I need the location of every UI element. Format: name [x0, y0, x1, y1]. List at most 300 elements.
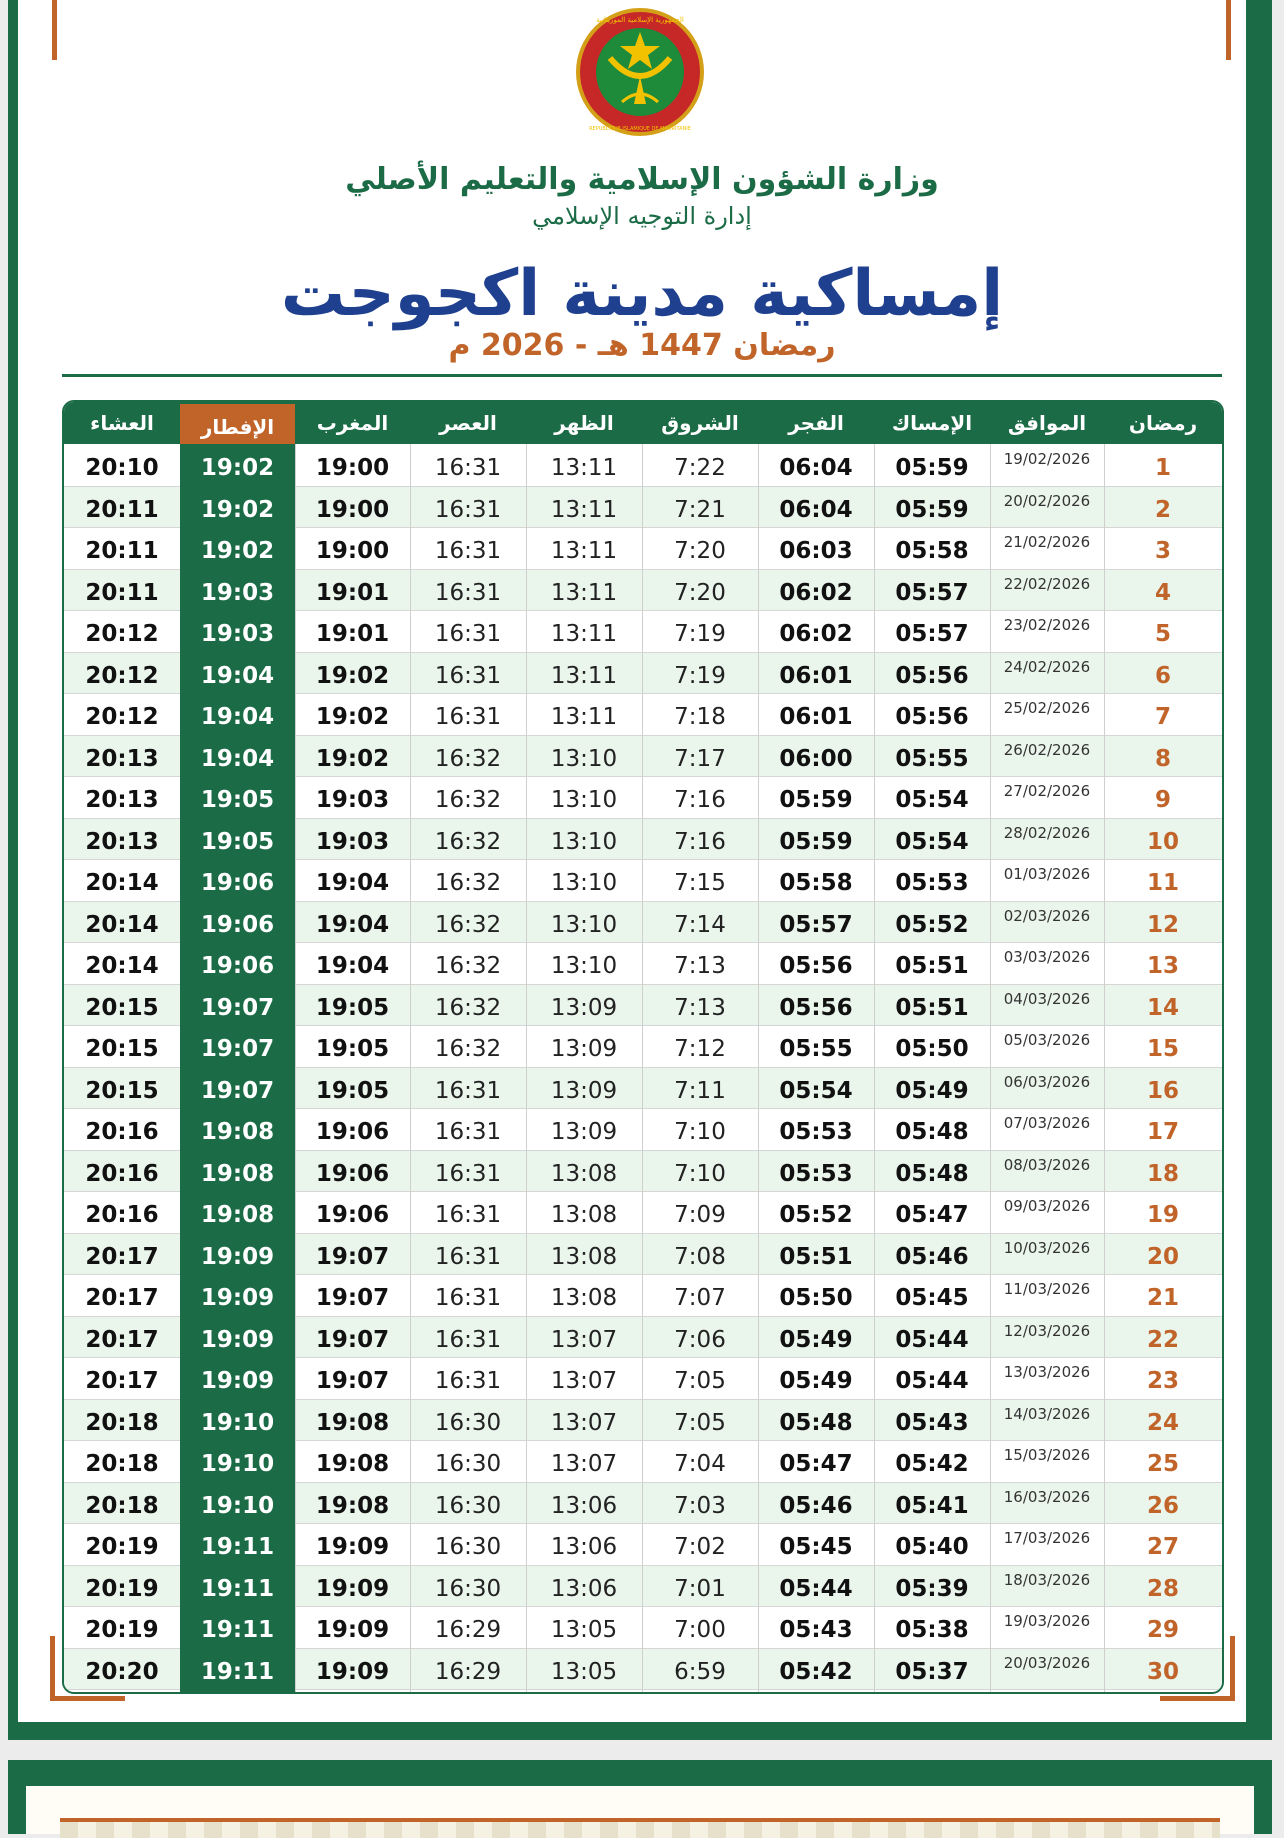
cell-imsak: 05:45	[895, 1285, 969, 1311]
table-row	[64, 1191, 1222, 1233]
cell-imsak: 05:39	[895, 1575, 969, 1602]
cell-isha: 20:18	[85, 1492, 159, 1519]
column-header-imsak: الإمساك	[891, 411, 973, 435]
cell-maghrib: 19:08	[315, 1492, 390, 1519]
cell-isha: 20:15	[85, 1077, 159, 1104]
next-page-ornament	[60, 1818, 1220, 1838]
cell-iftar: 19:11	[200, 1617, 275, 1643]
table-row	[64, 1523, 1222, 1565]
cell-isha: 20:17	[85, 1326, 159, 1353]
cell-dhuhr: 13:05	[550, 1658, 618, 1685]
cell-imsak: 05:37	[895, 1658, 969, 1685]
cell-asr: 16:31	[434, 1326, 502, 1353]
cell-day: 2	[1154, 496, 1171, 523]
cell-fajr: 06:02	[779, 621, 853, 647]
cell-asr: 16:29	[434, 1617, 502, 1643]
cell-shuruq: 7:00	[674, 1617, 726, 1643]
cell-date: 26/02/2026	[1003, 740, 1091, 759]
cell-dhuhr: 13:09	[550, 1077, 618, 1104]
cell-imsak: 05:51	[895, 994, 969, 1021]
cell-shuruq: 7:21	[674, 496, 726, 523]
cell-asr: 16:30	[434, 1409, 502, 1436]
cell-asr: 16:31	[434, 1202, 502, 1228]
cell-maghrib: 19:04	[315, 870, 390, 896]
table-row	[64, 569, 1222, 611]
cell-day: 25	[1146, 1451, 1179, 1477]
cell-dhuhr: 13:06	[550, 1534, 618, 1560]
cell-fajr: 05:53	[779, 1119, 853, 1145]
cell-dhuhr: 13:10	[550, 953, 618, 979]
cell-asr: 16:30	[434, 1534, 502, 1560]
cell-imsak: 05:50	[895, 1036, 969, 1062]
cell-fajr: 05:56	[779, 953, 853, 979]
cell-day: 23	[1146, 1368, 1179, 1394]
table-row	[64, 610, 1222, 652]
cell-isha: 20:16	[85, 1160, 159, 1187]
cell-shuruq: 7:10	[674, 1160, 726, 1187]
cell-iftar: 19:03	[200, 579, 275, 606]
table-row	[64, 1067, 1222, 1109]
cell-isha: 20:18	[85, 1451, 159, 1477]
column-header-dhuhr: الظهر	[554, 411, 614, 435]
cell-fajr: 06:04	[779, 496, 853, 523]
cell-date: 09/03/2026	[1003, 1197, 1091, 1215]
cell-shuruq: 7:19	[674, 662, 726, 689]
table-row	[64, 942, 1222, 984]
cell-imsak: 05:55	[895, 745, 969, 772]
cell-date: 07/03/2026	[1003, 1114, 1091, 1132]
cell-date: 03/03/2026	[1003, 948, 1091, 966]
cell-day: 14	[1146, 994, 1179, 1021]
cell-date: 24/02/2026	[1003, 657, 1091, 676]
cell-date: 11/03/2026	[1003, 1280, 1091, 1298]
cell-isha: 20:13	[85, 828, 159, 855]
cell-shuruq: 7:15	[674, 870, 726, 896]
cell-imsak: 05:59	[895, 496, 969, 523]
table-row	[64, 1316, 1222, 1358]
cell-asr: 16:31	[434, 1160, 502, 1187]
column-header-date: الموافق	[1007, 411, 1087, 435]
cell-maghrib: 19:01	[315, 621, 390, 647]
cell-iftar: 19:08	[200, 1160, 275, 1187]
cell-maghrib: 19:00	[315, 496, 390, 523]
ministry-name: وزارة الشؤون الإسلامية والتعليم الأصلي	[345, 162, 939, 197]
cell-fajr: 05:49	[779, 1326, 853, 1353]
cell-date: 14/03/2026	[1003, 1404, 1091, 1423]
cell-iftar: 19:02	[200, 538, 275, 564]
cell-maghrib: 19:09	[315, 1658, 390, 1685]
cell-imsak: 05:48	[895, 1160, 969, 1187]
cell-imsak: 05:54	[895, 828, 969, 855]
seal-text-bottom: REPUBLIQUE ISLAMIQUE DE MAURITANIE	[589, 126, 691, 132]
cell-isha: 20:12	[85, 621, 159, 647]
cell-iftar: 19:11	[200, 1575, 275, 1602]
cell-date: 19/03/2026	[1003, 1612, 1091, 1630]
cell-imsak: 05:40	[895, 1534, 969, 1560]
cell-fajr: 06:00	[779, 745, 853, 772]
cell-date: 15/03/2026	[1003, 1446, 1091, 1464]
cell-dhuhr: 13:10	[550, 828, 618, 855]
cell-fajr: 05:53	[779, 1160, 853, 1187]
cell-isha: 20:11	[85, 579, 159, 606]
cell-imsak: 05:44	[895, 1368, 969, 1394]
cell-imsak: 05:51	[895, 953, 969, 979]
cell-asr: 16:31	[434, 1243, 502, 1270]
cell-date: 02/03/2026	[1003, 906, 1091, 925]
cell-date: 01/03/2026	[1003, 865, 1091, 883]
cell-iftar: 19:07	[200, 994, 275, 1021]
cell-imsak: 05:57	[895, 579, 969, 606]
cell-asr: 16:30	[434, 1575, 502, 1602]
table-row	[64, 984, 1222, 1026]
cell-maghrib: 19:07	[315, 1368, 390, 1394]
cell-maghrib: 19:00	[315, 455, 390, 481]
column-header-fajr: الفجر	[788, 411, 844, 435]
cell-dhuhr: 13:09	[550, 994, 618, 1021]
cell-dhuhr: 13:07	[550, 1451, 618, 1477]
cell-iftar: 19:02	[200, 496, 275, 523]
cell-asr: 16:31	[434, 496, 502, 523]
cell-imsak: 05:44	[895, 1326, 969, 1353]
cell-iftar: 19:09	[200, 1368, 275, 1394]
cell-dhuhr: 13:07	[550, 1326, 618, 1353]
cell-fajr: 05:43	[779, 1617, 853, 1643]
header-divider	[62, 374, 1222, 377]
cell-imsak: 05:38	[895, 1617, 969, 1643]
table-row	[64, 693, 1222, 735]
cell-iftar: 19:04	[200, 745, 275, 772]
cell-shuruq: 7:20	[674, 538, 726, 564]
cell-isha: 20:18	[85, 1409, 159, 1436]
cell-maghrib: 19:03	[315, 787, 390, 813]
cell-isha: 20:11	[85, 496, 159, 523]
cell-fajr: 05:50	[779, 1285, 853, 1311]
cell-iftar: 19:10	[200, 1451, 275, 1477]
cell-imsak: 05:53	[895, 870, 969, 896]
cell-shuruq: 7:14	[674, 911, 726, 938]
cell-asr: 16:31	[434, 1119, 502, 1145]
cell-imsak: 05:56	[895, 704, 969, 730]
cell-isha: 20:13	[85, 745, 159, 772]
cell-imsak: 05:42	[895, 1451, 969, 1477]
cell-iftar: 19:09	[200, 1243, 275, 1270]
cell-asr: 16:29	[434, 1658, 502, 1685]
cell-fajr: 05:56	[779, 994, 853, 1021]
cell-asr: 16:31	[434, 455, 502, 481]
cell-day: 7	[1154, 704, 1171, 730]
cell-isha: 20:12	[85, 704, 159, 730]
cell-maghrib: 19:05	[315, 994, 390, 1021]
cell-imsak: 05:47	[895, 1202, 969, 1228]
cell-fajr: 05:59	[779, 828, 853, 855]
corner-ornament-top-left	[52, 0, 121, 60]
cell-isha: 20:16	[85, 1202, 159, 1228]
cell-shuruq: 7:13	[674, 994, 726, 1021]
cell-asr: 16:30	[434, 1451, 502, 1477]
cell-shuruq: 7:20	[674, 579, 726, 606]
cell-iftar: 19:06	[200, 911, 275, 938]
table-row	[64, 901, 1222, 943]
table-row	[64, 1108, 1222, 1150]
cell-date: 27/02/2026	[1003, 782, 1091, 800]
cell-shuruq: 7:06	[674, 1326, 726, 1353]
cell-maghrib: 19:05	[315, 1036, 390, 1062]
cell-maghrib: 19:01	[315, 579, 390, 606]
table-row	[64, 735, 1222, 777]
cell-isha: 20:16	[85, 1119, 159, 1145]
cell-isha: 20:10	[85, 455, 159, 481]
cell-isha: 20:17	[85, 1243, 159, 1270]
table-row	[64, 444, 1222, 486]
cell-fajr: 05:45	[779, 1534, 853, 1560]
table-row	[64, 527, 1222, 569]
cell-date: 05/03/2026	[1003, 1031, 1091, 1049]
cell-imsak: 05:43	[895, 1409, 969, 1436]
cell-shuruq: 7:16	[674, 828, 726, 855]
table-row	[64, 1233, 1222, 1275]
column-header-iftar: الإفطار	[180, 404, 295, 450]
cell-date: 21/02/2026	[1003, 533, 1091, 551]
cell-iftar: 19:07	[200, 1036, 275, 1062]
cell-date: 13/03/2026	[1003, 1363, 1091, 1381]
cell-iftar: 19:06	[200, 870, 275, 896]
cell-dhuhr: 13:11	[550, 455, 618, 481]
cell-maghrib: 19:07	[315, 1326, 390, 1353]
cell-date: 08/03/2026	[1003, 1155, 1091, 1174]
cell-iftar: 19:05	[200, 787, 275, 813]
column-header-maghrib: المغرب	[316, 411, 389, 435]
table-row	[64, 1606, 1222, 1648]
cell-asr: 16:32	[434, 870, 502, 896]
cell-fajr: 05:54	[779, 1077, 853, 1104]
cell-asr: 16:31	[434, 1368, 502, 1394]
cell-day: 22	[1146, 1326, 1179, 1353]
cell-day: 26	[1146, 1492, 1179, 1519]
prayer-times-table	[62, 400, 1224, 1694]
cell-date: 10/03/2026	[1003, 1238, 1091, 1257]
cell-dhuhr: 13:11	[550, 579, 618, 606]
cell-fajr: 05:59	[779, 787, 853, 813]
cell-dhuhr: 13:10	[550, 787, 618, 813]
cell-shuruq: 7:11	[674, 1077, 726, 1104]
cell-iftar: 19:08	[200, 1119, 275, 1145]
cell-day: 18	[1146, 1160, 1179, 1187]
cell-asr: 16:32	[434, 994, 502, 1021]
cell-dhuhr: 13:08	[550, 1243, 618, 1270]
cell-maghrib: 19:02	[315, 745, 390, 772]
cell-imsak: 05:48	[895, 1119, 969, 1145]
cell-asr: 16:30	[434, 1492, 502, 1519]
cell-day: 12	[1146, 911, 1179, 938]
cell-fajr: 05:44	[779, 1575, 853, 1602]
cell-date: 17/03/2026	[1003, 1529, 1091, 1547]
corner-ornament-top-right	[1226, 0, 1231, 60]
cell-day: 10	[1146, 828, 1179, 855]
cell-fajr: 05:55	[779, 1036, 853, 1062]
cell-asr: 16:32	[434, 911, 502, 938]
cell-dhuhr: 13:11	[550, 704, 618, 730]
column-header-ramadan: رمضان	[1128, 411, 1198, 435]
cell-shuruq: 7:07	[674, 1285, 726, 1311]
cell-dhuhr: 13:08	[550, 1160, 618, 1187]
cell-iftar: 19:04	[200, 704, 275, 730]
cell-date: 23/02/2026	[1003, 616, 1091, 634]
cell-dhuhr: 13:07	[550, 1409, 618, 1436]
cell-isha: 20:11	[85, 538, 159, 564]
cell-asr: 16:32	[434, 1036, 502, 1062]
cell-isha: 20:17	[85, 1368, 159, 1394]
cell-shuruq: 7:08	[674, 1243, 726, 1270]
cell-asr: 16:31	[434, 662, 502, 689]
cell-iftar: 19:02	[200, 455, 275, 481]
cell-isha: 20:14	[85, 870, 159, 896]
table-row	[64, 1274, 1222, 1316]
cell-shuruq: 7:18	[674, 704, 726, 730]
cell-dhuhr: 13:10	[550, 745, 618, 772]
cell-shuruq: 7:16	[674, 787, 726, 813]
cell-day: 28	[1146, 1575, 1179, 1602]
cell-dhuhr: 13:08	[550, 1202, 618, 1228]
cell-maghrib: 19:07	[315, 1285, 390, 1311]
cell-imsak: 05:56	[895, 662, 969, 689]
cell-dhuhr: 13:09	[550, 1036, 618, 1062]
cell-fajr: 06:02	[779, 579, 853, 606]
cell-day: 6	[1154, 662, 1171, 689]
cell-dhuhr: 13:11	[550, 621, 618, 647]
cell-shuruq: 7:13	[674, 953, 726, 979]
cell-fajr: 05:48	[779, 1409, 853, 1436]
cell-imsak: 05:49	[895, 1077, 969, 1104]
cell-shuruq: 7:02	[674, 1534, 726, 1560]
cell-day: 15	[1146, 1036, 1179, 1062]
cell-day: 27	[1146, 1534, 1179, 1560]
cell-date: 16/03/2026	[1003, 1487, 1091, 1506]
cell-day: 16	[1146, 1077, 1179, 1104]
cell-dhuhr: 13:06	[550, 1492, 618, 1519]
cell-date: 06/03/2026	[1003, 1072, 1091, 1091]
cell-maghrib: 19:04	[315, 953, 390, 979]
cell-maghrib: 19:09	[315, 1575, 390, 1602]
cell-iftar: 19:03	[200, 621, 275, 647]
cell-dhuhr: 13:11	[550, 496, 618, 523]
cell-fajr: 05:47	[779, 1451, 853, 1477]
cell-date: 19/02/2026	[1003, 450, 1091, 468]
cell-iftar: 19:07	[200, 1077, 275, 1104]
table-row	[64, 1565, 1222, 1607]
cell-day: 24	[1146, 1409, 1179, 1436]
column-header-isha: العشاء	[90, 411, 154, 435]
cell-day: 17	[1146, 1119, 1179, 1145]
cell-maghrib: 19:09	[315, 1534, 390, 1560]
cell-iftar: 19:04	[200, 662, 275, 689]
cell-maghrib: 19:06	[315, 1119, 390, 1145]
cell-fajr: 05:58	[779, 870, 853, 896]
cell-shuruq: 7:12	[674, 1036, 726, 1062]
cell-dhuhr: 13:10	[550, 911, 618, 938]
cell-day: 5	[1154, 621, 1171, 647]
cell-isha: 20:19	[85, 1534, 159, 1560]
cell-maghrib: 19:06	[315, 1202, 390, 1228]
cell-iftar: 19:09	[200, 1326, 275, 1353]
page-title: إمساكية مدينة اكجوجت	[280, 257, 1004, 331]
cell-dhuhr: 13:11	[550, 538, 618, 564]
cell-imsak: 05:52	[895, 911, 969, 938]
cell-shuruq: 7:05	[674, 1368, 726, 1394]
table-row	[64, 818, 1222, 860]
cell-shuruq: 7:03	[674, 1492, 726, 1519]
department-name: إدارة التوجيه الإسلامي	[532, 202, 752, 230]
cell-maghrib: 19:05	[315, 1077, 390, 1104]
table-row	[64, 1440, 1222, 1482]
cell-iftar: 19:10	[200, 1409, 275, 1436]
cell-iftar: 19:08	[200, 1202, 275, 1228]
table-header	[64, 402, 1222, 444]
cell-asr: 16:31	[434, 1077, 502, 1104]
cell-maghrib: 19:08	[315, 1409, 390, 1436]
cell-dhuhr: 13:10	[550, 870, 618, 896]
cell-iftar: 19:06	[200, 953, 275, 979]
cell-shuruq: 7:09	[674, 1202, 726, 1228]
cell-dhuhr: 13:05	[550, 1617, 618, 1643]
cell-asr: 16:31	[434, 1285, 502, 1311]
column-header-shuruq: الشروق	[661, 411, 739, 435]
cell-fajr: 05:51	[779, 1243, 853, 1270]
cell-maghrib: 19:08	[315, 1451, 390, 1477]
cell-asr: 16:32	[434, 828, 502, 855]
cell-maghrib: 19:02	[315, 704, 390, 730]
cell-isha: 20:15	[85, 994, 159, 1021]
table-row	[64, 1482, 1222, 1524]
table-row	[64, 652, 1222, 694]
cell-isha: 20:17	[85, 1285, 159, 1311]
table-row	[64, 1150, 1222, 1192]
page-subtitle: رمضان 1447 هـ - 2026 م	[448, 328, 836, 363]
cell-iftar: 19:10	[200, 1492, 275, 1519]
cell-shuruq: 7:01	[674, 1575, 726, 1602]
cell-dhuhr: 13:06	[550, 1575, 618, 1602]
cell-date: 20/03/2026	[1003, 1653, 1091, 1672]
table-row	[64, 859, 1222, 901]
cell-shuruq: 7:19	[674, 621, 726, 647]
cell-dhuhr: 13:08	[550, 1285, 618, 1311]
cell-isha: 20:12	[85, 662, 159, 689]
national-seal-icon	[574, 6, 706, 138]
cell-imsak: 05:46	[895, 1243, 969, 1270]
table-row	[64, 1357, 1222, 1399]
cell-date: 04/03/2026	[1003, 989, 1091, 1008]
column-header-asr: العصر	[439, 411, 497, 435]
cell-shuruq: 6:59	[674, 1658, 726, 1685]
cell-shuruq: 7:17	[674, 745, 726, 772]
cell-dhuhr: 13:11	[550, 662, 618, 689]
cell-dhuhr: 13:07	[550, 1368, 618, 1394]
cell-shuruq: 7:10	[674, 1119, 726, 1145]
cell-shuruq: 7:22	[674, 455, 726, 481]
cell-fajr: 05:49	[779, 1368, 853, 1394]
cell-maghrib: 19:00	[315, 538, 390, 564]
cell-imsak: 05:59	[895, 455, 969, 481]
cell-day: 19	[1146, 1202, 1179, 1228]
cell-fajr: 06:01	[779, 662, 853, 689]
cell-isha: 20:13	[85, 787, 159, 813]
cell-fajr: 06:04	[779, 455, 853, 481]
cell-day: 21	[1146, 1285, 1179, 1311]
cell-date: 28/02/2026	[1003, 823, 1091, 842]
cell-iftar: 19:09	[200, 1285, 275, 1311]
cell-shuruq: 7:05	[674, 1409, 726, 1436]
cell-fajr: 05:52	[779, 1202, 853, 1228]
cell-asr: 16:31	[434, 538, 502, 564]
